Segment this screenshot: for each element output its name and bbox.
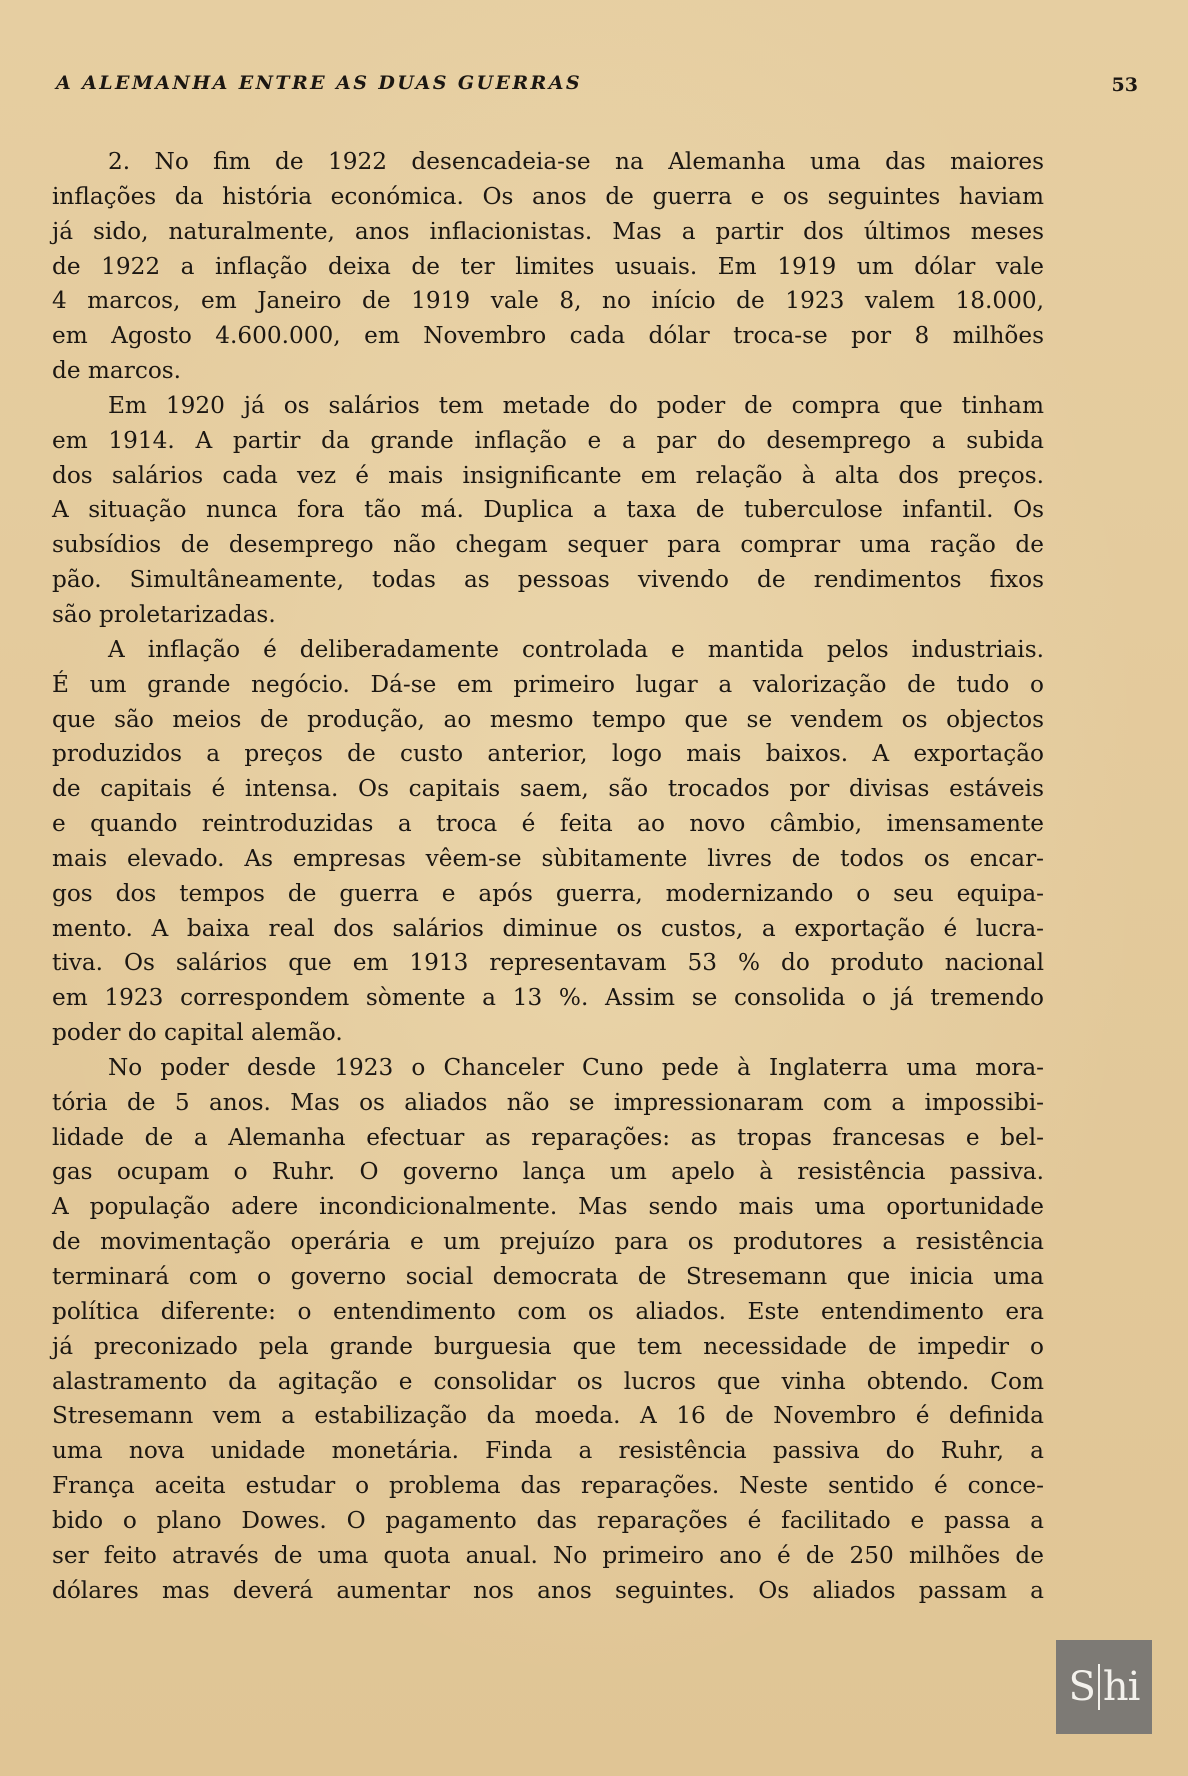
text-line: gas ocupam o Ruhr. O governo lança um apelo à resistência passiva. — [52, 1158, 1044, 1186]
text-line: dólares mas deverá aumentar nos anos seguintes. Os aliados passam a — [52, 1576, 1044, 1604]
watermark-letters-right: hi — [1102, 1664, 1140, 1710]
watermark-logo — [1056, 1640, 1152, 1734]
page-number: 53 — [1111, 74, 1138, 96]
text-line: são proletarizadas. — [52, 600, 276, 628]
text-line: terminará com o governo social democrata de Stresemann que inicia uma — [52, 1263, 1044, 1290]
text-line: ser feito através de uma quota anual. No primeiro ano é de 250 milhões de — [52, 1541, 1044, 1569]
text-line: dos salários cada vez é mais insignificante em relação à alta dos preços. — [52, 461, 1044, 489]
text-line: Stresemann vem a estabilização da moeda. A 16 de Novembro é definida — [52, 1402, 1044, 1430]
text-line: A situação nunca fora tão má. Duplica a taxa de tuberculose infantil. Os — [52, 496, 1044, 524]
text-line: lidade de a Alemanha efectuar as reparações: as tropas francesas e bel- — [52, 1123, 1044, 1151]
text-line: gos dos tempos de guerra e após guerra, modernizando o seu equipa- — [52, 879, 1044, 907]
text-line: produzidos a preços de custo anterior, logo mais baixos. A exportação — [52, 740, 1044, 768]
running-head — [56, 72, 1138, 102]
text-line: e quando reintroduzidas a troca é feita ao novo câmbio, imensamente — [52, 810, 1044, 838]
text-line: A população adere incondicionalmente. Mas sendo mais uma oportunidade — [52, 1193, 1044, 1221]
text-line: tiva. Os salários que em 1913 representavam 53 % do produto nacional — [52, 949, 1044, 977]
text-line: É um grande negócio. Dá-se em primeiro lugar a valorização de tudo o — [52, 670, 1044, 698]
text-line: mento. A baixa real dos salários diminue os custos, a exportação é lucra- — [52, 914, 1044, 942]
running-title: A ALEMANHA ENTRE AS DUAS GUERRAS — [56, 72, 582, 94]
text-line: já preconizado pela grande burguesia que tem necessidade de impedir o — [52, 1332, 1044, 1360]
text-line: bido o plano Dowes. O pagamento das reparações é facilitado e passa a — [52, 1506, 1044, 1534]
watermark-divider — [1098, 1664, 1100, 1710]
text-line: 2. No fim de 1922 desencadeia-se na Alemanha uma das maiores — [108, 148, 1044, 175]
watermark-letter-left: S — [1068, 1664, 1095, 1710]
text-line: No poder desde 1923 o Chanceler Cuno pede à Inglaterra uma mora- — [108, 1053, 1044, 1081]
text-line: uma nova unidade monetária. Finda a resistência passiva do Ruhr, a — [52, 1437, 1044, 1465]
text-line: alastramento da agitação e consolidar os lucros que vinha obtendo. Com — [52, 1367, 1044, 1395]
text-line: 4 marcos, em Janeiro de 1919 vale 8, no início de 1923 valem 18.000, — [52, 287, 1044, 315]
text-line: tória de 5 anos. Mas os aliados não se impressionaram com a impossibi- — [52, 1088, 1044, 1116]
text-line: de 1922 a inflação deixa de ter limites usuais. Em 1919 um dólar vale — [52, 252, 1044, 280]
text-line: de movimentação operária e um prejuízo para os produtores a resistência — [52, 1228, 1044, 1256]
text-line: poder do capital alemão. — [52, 1019, 343, 1047]
text-line: que são meios de produção, ao mesmo tempo que se vendem os objectos — [52, 705, 1044, 733]
text-line: em 1914. A partir da grande inflação e a par do desemprego a subida — [52, 426, 1044, 454]
text-line: já sido, naturalmente, anos inflacionistas. Mas a partir dos últimos meses — [52, 217, 1044, 245]
text-line: Em 1920 já os salários tem metade do poder de compra que tinham — [108, 391, 1044, 419]
text-line: A inflação é deliberadamente controlada e mantida pelos industriais. — [108, 635, 1044, 663]
text-line: de marcos. — [52, 357, 182, 385]
text-line: política diferente: o entendimento com os aliados. Este entendimento era — [52, 1297, 1044, 1325]
text-line: mais elevado. As empresas vêem-se sùbitamente livres de todos os encar- — [52, 844, 1044, 872]
text-line: em 1923 correspondem sòmente a 13 %. Assim se consolida o já tremendo — [52, 984, 1044, 1012]
text-line: subsídios de desemprego não chegam sequer para comprar uma ração de — [52, 531, 1044, 559]
text-line: inflações da história económica. Os anos de guerra e os seguintes haviam — [52, 182, 1044, 210]
text-line: pão. Simultâneamente, todas as pessoas vivendo de rendimentos fixos — [52, 566, 1044, 594]
text-line: em Agosto 4.600.000, em Novembro cada dólar troca-se por 8 milhões — [52, 322, 1044, 350]
body-text — [52, 145, 1044, 1608]
text-line: de capitais é intensa. Os capitais saem, são trocados por divisas estáveis — [52, 775, 1044, 803]
text-line: França aceita estudar o problema das reparações. Neste sentido é conce- — [52, 1472, 1044, 1500]
